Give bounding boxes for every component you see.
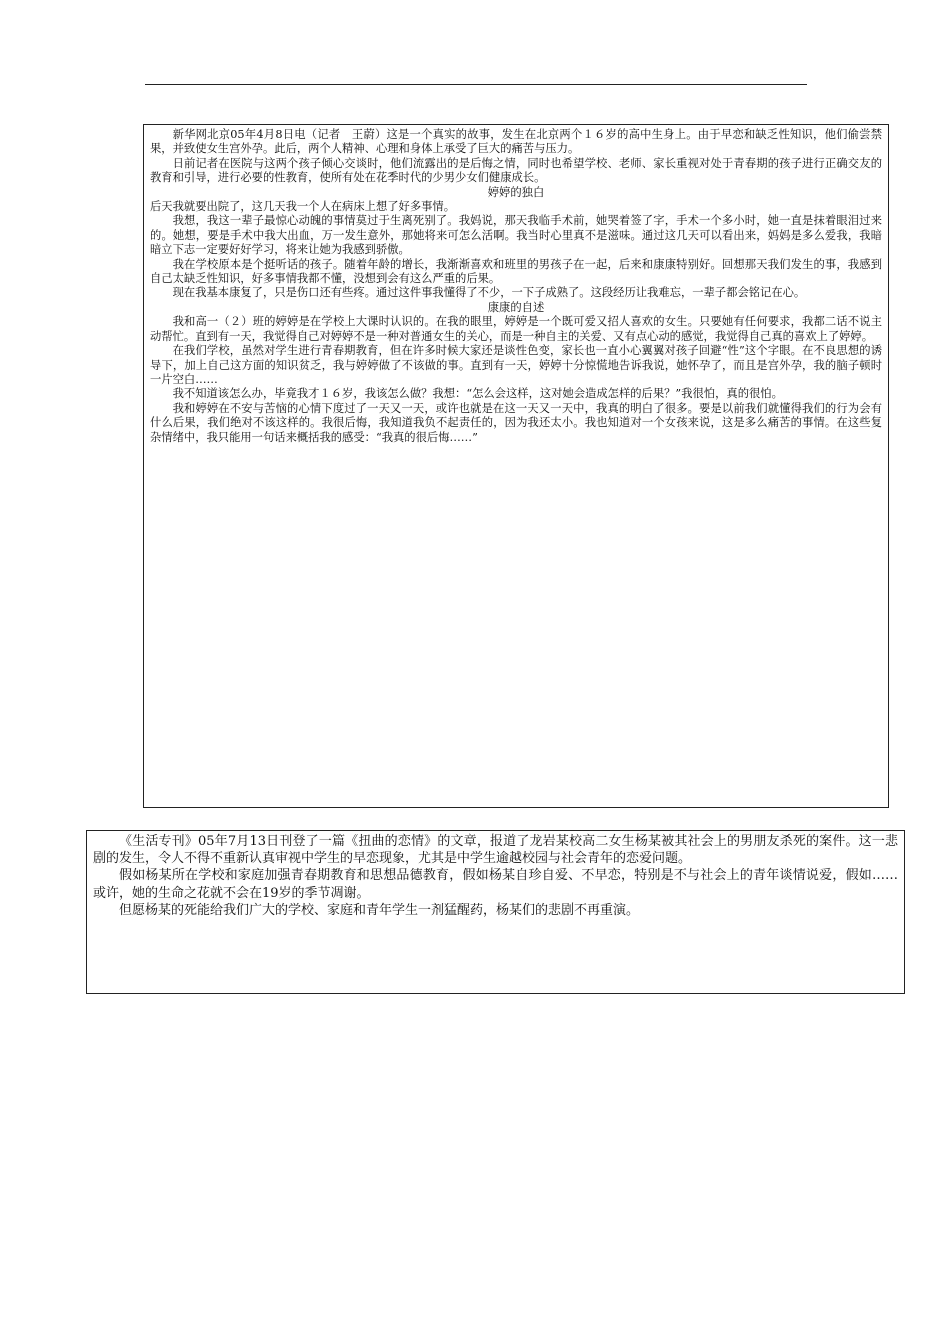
kangkang-paragraph: 我和婷婷在不安与苦恼的心情下度过了一天又一天，或许也就是在这一天又一天中，我真的明白了很多。要是以前我们就懂得我们的行为会有什么后果，我们绝对不该这样的。我很后悔，我知道我负不起责任的，因为我还太小。我也知道对一个女孩来说，这是多么痛苦的事情。在这些复杂情绪中，我只能用一句话来概括我的感受：“我真的很后悔……”: [150, 401, 882, 444]
commentary-paragraph: 假如杨某所在学校和家庭加强青春期教育和思想品德教育，假如杨某自珍自爱、不早恋，特别是不与社会上的青年谈情说爱，假如……或许，她的生命之花就不会在19岁的季节凋谢。: [93, 868, 898, 901]
commentary-paragraph: 《生活专刊》05年7月13日刊登了一篇《扭曲的恋情》的文章，报道了龙岩某校高二女生杨某被其社会上的男朋友杀死的案件。这一悲剧的发生，令人不得不重新认真审视中学生的早恋现象，尤其是中学生逾越校园与社会青年的恋爱问题。: [93, 834, 898, 867]
kangkang-paragraph: 我和高一（２）班的婷婷是在学校上大课时认识的。在我的眼里，婷婷是一个既可爱又招人喜欢的女生。只要她有任何要求，我都二话不说主动帮忙。直到有一天，我觉得自己对婷婷不是一种对普通女生的关心，而是一种自主的关爱、又有点心动的感觉，我觉得自己真的喜欢上了婷婷。: [150, 315, 882, 343]
tingting-paragraph: 我在学校原本是个挺听话的孩子。随着年龄的增长，我渐渐喜欢和班里的男孩子在一起，后来和康康特别好。回想那天我们发生的事，我感到自己太缺乏性知识，好多事情我都不懂，没想到会有这么严重的后果。: [150, 257, 882, 286]
article-paragraph: 新华网北京05年4月8日电（记者 王蔚）这是一个真实的故事，发生在北京两个１６岁的高中生身上。由于早恋和缺乏性知识，他们偷尝禁果，并致使女生宫外孕。此后，两个人精神、心理和身体上承受了巨大的痛苦与压力。: [150, 128, 882, 156]
commentary-box: [86, 830, 905, 994]
news-article-box: [143, 124, 889, 808]
article-paragraph: 日前记者在医院与这两个孩子倾心交谈时，他们流露出的是后悔之情，同时也希望学校、老师、家长重视对处于青春期的孩子进行正确交友的教育和引导，进行必要的性教育，使所有处在花季时代的少男少女们健康成长。: [150, 156, 882, 185]
header-rule: [145, 84, 807, 85]
tingting-heading: 婷婷的独白: [487, 185, 545, 199]
kangkang-heading: 康康的自述: [487, 300, 545, 314]
kangkang-paragraph: 在我们学校，虽然对学生进行青春期教育，但在许多时候大家还是谈性色变，家长也一直小心翼翼对孩子回避“性”这个字眼。在不良思想的诱导下，加上自己这方面的知识贫乏，我与婷婷做了不该做的事。直到有一天，婷婷十分惊慌地告诉我说，她怀孕了，而且是宫外孕，我的脑子顿时一片空白……: [150, 344, 882, 386]
commentary-paragraph: 但愿杨某的死能给我们广大的学校、家庭和青年学生一剂猛醒药，杨某们的悲剧不再重演。: [119, 902, 640, 918]
kangkang-paragraph: 我不知道该怎么办，毕竟我才１６岁，我该怎么做？我想：“怎么会这样，这对她会造成怎样的后果？”我很怕，真的很怕。: [172, 387, 783, 401]
tingting-paragraph: 我想，我这一辈子最惊心动魄的事情莫过于生离死别了。我妈说，那天我临手术前，她哭着签了字，手术一个多小时，她一直是抹着眼泪过来的。她想，要是手术中我大出血，万一发生意外，那她将来可怎么活啊。我当时心里真不是滋味。通过这几天可以看出来，妈妈是多么爱我，我暗暗立下志一定要好好学习，将来让她为我感到骄傲。: [150, 214, 882, 257]
tingting-paragraph: 现在我基本康复了，只是伤口还有些疼。通过这件事我懂得了不少，一下子成熟了。这段经历让我难忘，一辈子都会铭记在心。: [172, 286, 806, 300]
tingting-paragraph: 后天我就要出院了，这几天我一个人在病床上想了好多事情。: [150, 200, 456, 214]
